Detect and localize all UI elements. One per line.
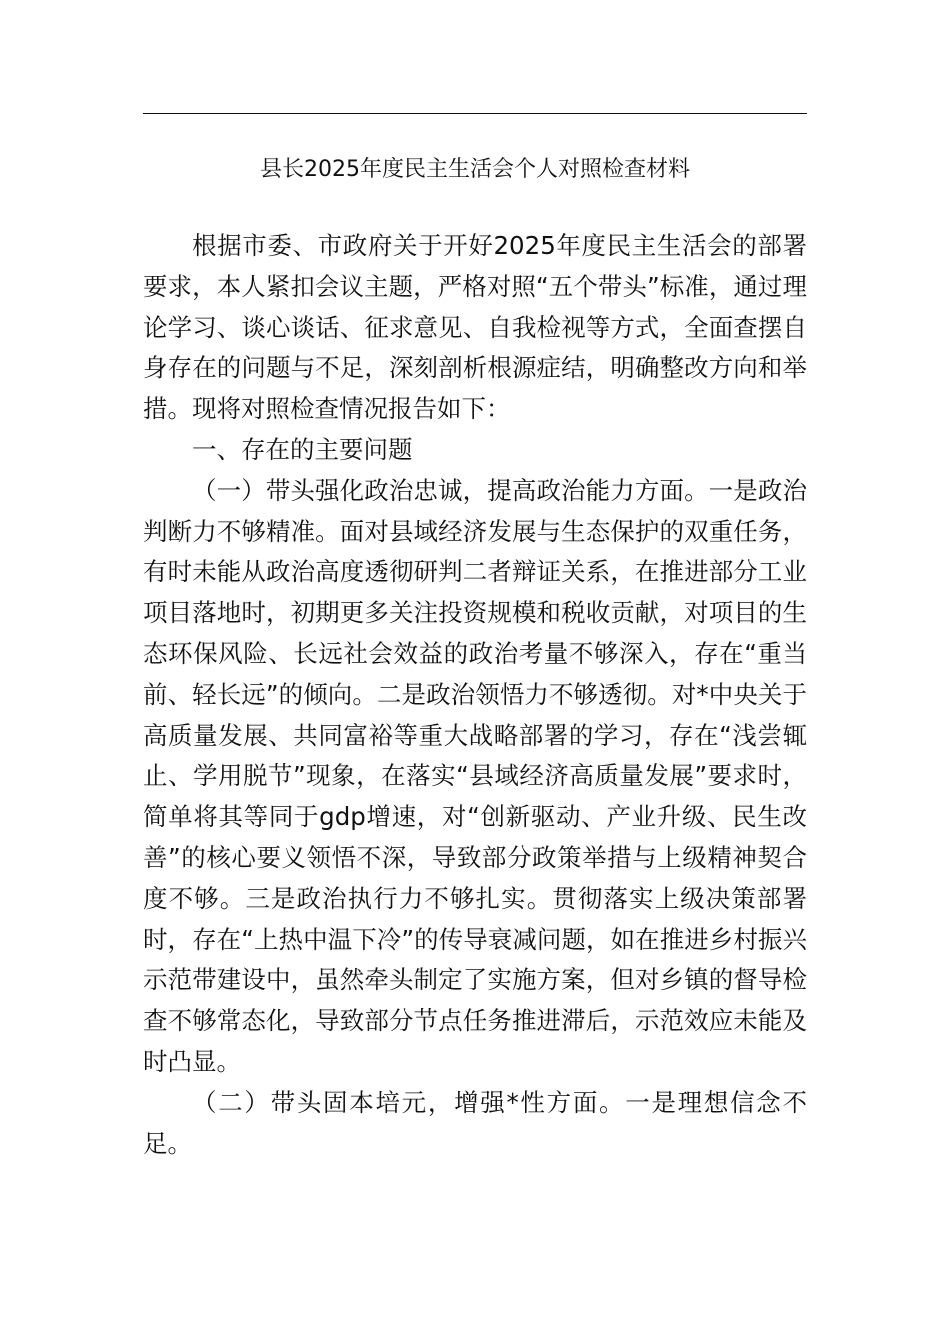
document-title: 县长2025年度民主生活会个人对照检查材料 <box>260 157 690 182</box>
header-rule <box>143 113 807 114</box>
document-body <box>143 226 807 1164</box>
intro-paragraph: 根据市委、市政府关于开好2025年度民主生活会的部署要求，本人紧扣会议主题，严格对照“五个带头”标准，通过理论学习、谈心谈话、征求意见、自我检视等方式，全面查摆自身存在的问题与不足，深刻剖析根源症结，明确整改方向和举措。现将对照检查情况报告如下： <box>143 231 807 424</box>
section-heading: 一、存在的主要问题 <box>192 434 413 464</box>
subsection-paragraph-2: （二）带头固本培元，增强*性方面。一是理想信念不足。 <box>143 1087 807 1158</box>
subsection-paragraph-1: （一）带头强化政治忠诚，提高政治能力方面。一是政治判断力不够精准。面对县域经济发展与生态保护的双重任务，有时未能从政治高度透彻研判二者辩证关系，在推进部分工业项目落地时，初期更多关注投资规模和税收贡献，对项目的生态环保风险、长远社会效益的政治考量不够深入，存在“重当前、轻长远”的倾向。二是政治领悟力不够透彻。对*中央关于高质量发展、共同富裕等重大战略部署的学习，存在“浅尝辄止、学用脱节”现象，在落实“县域经济高质量发展”要求时，简单将其等同于gdp增速，对“创新驱动、产业升级、民生改善”的核心要义领悟不深，导致部分政策举措与上级精神契合度不够。三是政治执行力不够扎实。贯彻落实上级决策部署时，存在“上热中温下冷”的传导衰减问题，如在推进乡村振兴示范带建设中，虽然牵头制定了实施方案，但对乡镇的督导检查不够常态化，导致部分节点任务推进滞后，示范效应未能及时凸显。 <box>143 475 807 1076</box>
